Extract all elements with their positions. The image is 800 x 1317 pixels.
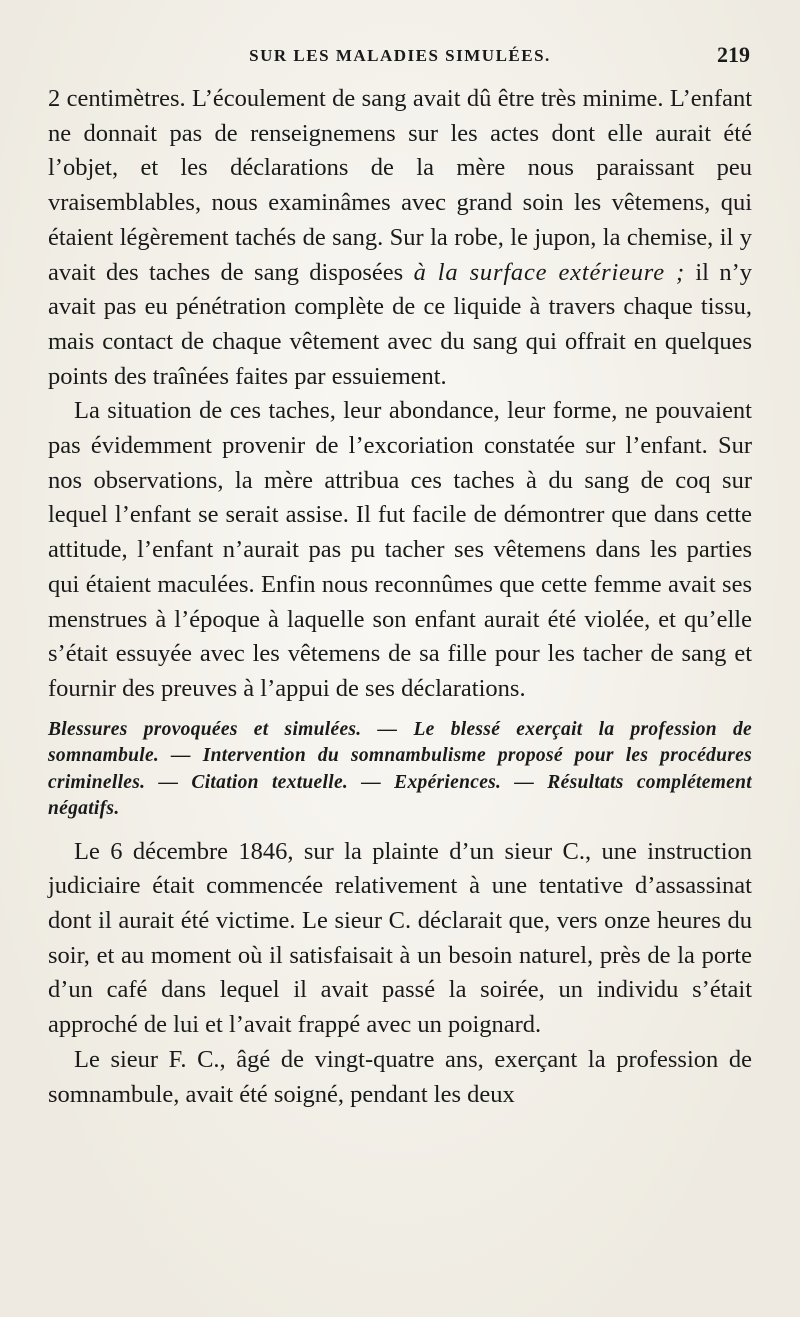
page-body: [48, 82, 752, 1112]
running-title: SUR LES MALADIES SIMULÉES.: [249, 46, 551, 65]
paragraph-text: il n’y avait pas eu pénétration complète de ce liquide à travers chaque tissu, mais contact de chaque vêtement avec du sang qui offrait en quelques points des traînées faites par essuiement.: [48, 258, 752, 390]
section-summary: Blessures provoquées et simulées. — Le blessé exerçait la profession de somnambule. — Intervention du somnambulisme proposé pour les procédures criminelles. — Citation textuelle. — Expériences. — Résultats complétement négatifs.: [48, 718, 752, 820]
italic-emphasis: à la surface extérieure ;: [413, 258, 685, 286]
paragraph: Le 6 décembre 1846, sur la plainte d’un sieur C., une instruction judiciaire était commencée relativement à une tentative d’assassinat dont il aurait été victime. Le sieur C. déclarait que, vers onze heures du soir, et au moment où il satisfaisait à un besoin naturel, près de la porte d’un café dans lequel il avait passé la soirée, un individu s’était approché de lui et l’avait frappé avec un poignard.: [48, 837, 752, 1039]
paragraph: Le sieur F. C., âgé de vingt-quatre ans, exerçant la profession de somnambule, avait été soigné, pendant les deux: [48, 1045, 752, 1108]
paragraph-text: 2 centimètres. L’écoulement de sang avait dû être très minime. L’enfant ne donnait pas de renseignemens sur les actes dont elle aurait été l’objet, et les déclarations de la mère nous paraissant peu vraisemblables, nous examinâmes avec grand soin les vêtemens, qui étaient légèrement tachés de sang. Sur la robe, le jupon, la chemise, il y avait des taches de sang disposées: [48, 85, 752, 286]
page-header: [48, 40, 752, 82]
page-number: 219: [717, 42, 750, 67]
paragraph: La situation de ces taches, leur abondance, leur forme, ne pouvaient pas évidemment provenir de l’excoriation constatée sur l’enfant. Sur nos observations, la mère attribua ces taches à du sang de coq sur lequel l’enfant se serait assise. Il fut facile de démontrer que dans cette attitude, l’enfant n’aurait pas pu tacher ses vêtemens dans les parties qui étaient maculées. Enfin nous reconnûmes que cette femme avait ses menstrues à l’époque à laquelle son enfant aurait été violée, et qu’elle s’était essuyée avec les vêtemens de sa fille pour les tacher de sang et fournir des preuves à l’appui de ses déclarations.: [48, 397, 752, 702]
paragraph-continuation: [48, 82, 752, 394]
